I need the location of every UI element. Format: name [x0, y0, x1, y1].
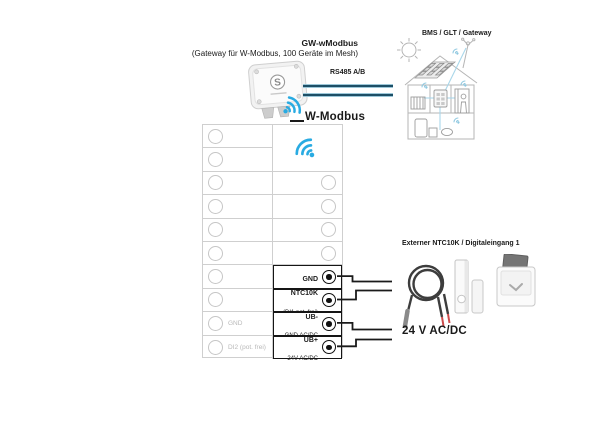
rs485-line-b: [303, 93, 393, 97]
terminal-ub-minus: UB-: [273, 312, 342, 335]
terminal-row: [203, 265, 273, 288]
terminal-circle: [208, 269, 223, 284]
rs485-label: RS485 A/B: [330, 69, 366, 76]
terminal-circle: [208, 222, 223, 237]
device-title: GW-wModbus: [301, 38, 358, 48]
terminal-gnd: GND: [273, 265, 342, 288]
terminal-row: [203, 219, 273, 242]
terminal-ub-plus: UB+ 24V AC/DC: [273, 336, 342, 359]
ntc-sensor-image: [398, 253, 460, 331]
terminal-circle: [208, 199, 223, 214]
terminal-row: [203, 125, 273, 148]
terminal-block: [202, 124, 343, 363]
solar-panel: [415, 62, 455, 78]
terminal-circle: [321, 199, 336, 214]
wired-terminal: [322, 317, 336, 331]
terminal-circle: [208, 152, 223, 167]
terminal-row-gnd: GND: [203, 312, 273, 335]
wmodbus-label: W-Modbus: [305, 111, 366, 123]
wifi-icon: [285, 128, 325, 168]
rs485-line-a: [303, 84, 393, 88]
terminal-row: [203, 148, 273, 171]
sun-icon: [397, 38, 421, 62]
terminal-circle: [321, 175, 336, 190]
terminal-row: [203, 289, 273, 312]
terminal-circle: [208, 316, 223, 331]
power-label: 24 V AC/DC: [402, 325, 467, 337]
building-illustration: [393, 27, 493, 145]
terminal-row: [273, 172, 342, 195]
device-subtitle: (Gateway für W-Modbus, 100 Geräte im Mesh): [191, 48, 358, 58]
wmodbus-leader-line: [290, 120, 304, 122]
door-contact-image: [452, 259, 488, 315]
terminal-circle: [321, 222, 336, 237]
terminal-row-di2: DI2 (pot. frei): [203, 336, 273, 359]
terminal-row: [203, 172, 273, 195]
terminal-circle: [208, 340, 223, 355]
terminal-circle: [208, 246, 223, 261]
keycard-switch-image: [492, 254, 540, 310]
terminal-circle: [208, 175, 223, 190]
wired-terminal: [322, 293, 336, 307]
bms-label: BMS / GLT / Gateway: [422, 30, 492, 37]
terminal-row: [203, 195, 273, 218]
sensor-probe: [405, 311, 408, 326]
svg-text:S: S: [273, 77, 282, 89]
terminal-circle: [208, 129, 223, 144]
external-sensors-label: Externer NTC10K / Digitaleingang 1: [402, 240, 520, 247]
wired-terminal: [322, 340, 336, 354]
terminal-circle: [321, 246, 336, 261]
radio-cell: [273, 125, 342, 172]
terminal-circle: [208, 292, 223, 307]
wired-terminal: [322, 270, 336, 284]
terminal-row: [273, 195, 342, 218]
device-header: [158, 38, 358, 59]
terminal-row: [273, 242, 342, 265]
terminal-ntc10k: NTC10K: [273, 289, 342, 312]
terminal-row: [273, 219, 342, 242]
terminal-row: [203, 242, 273, 265]
